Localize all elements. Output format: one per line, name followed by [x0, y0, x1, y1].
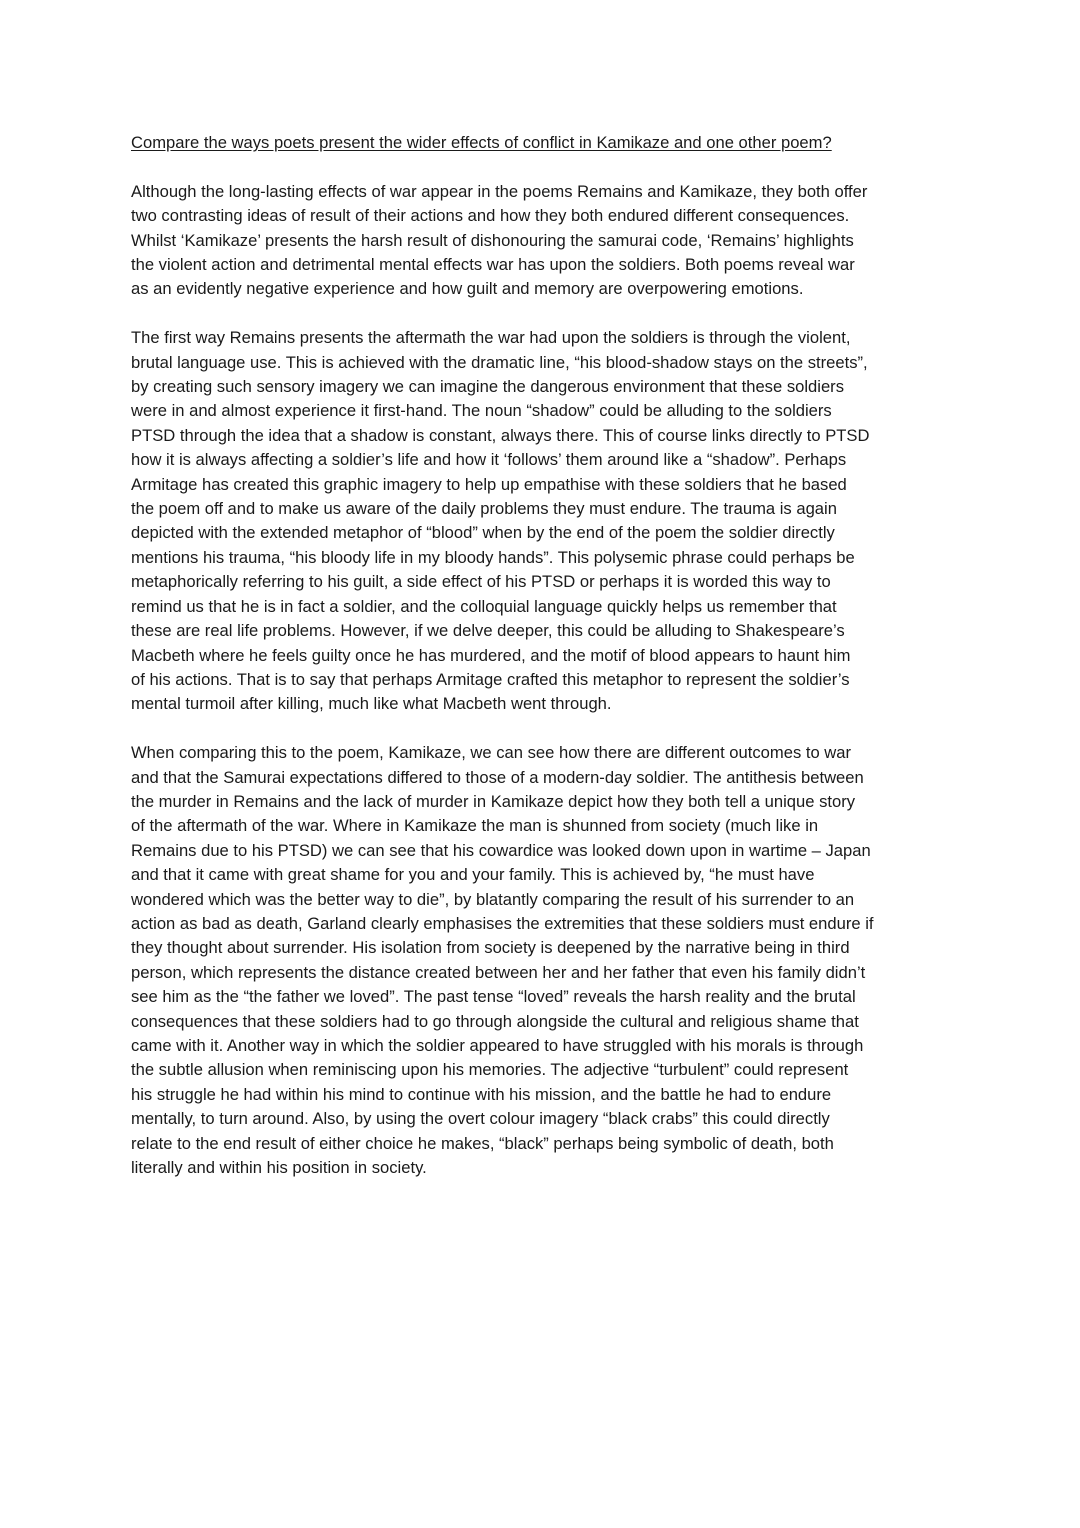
text-line: Although the long-lasting effects of war appear in the poems Remains and Kamikaze, they both offer: [131, 181, 868, 201]
text-line: Whilst ‘Kamikaze’ presents the harsh result of dishonouring the samurai code, ‘Remains’ highlights: [131, 230, 854, 250]
text-line: Remains due to his PTSD) we can see that his cowardice was looked down upon in wartime – Japan: [131, 840, 871, 860]
text-line: action as bad as death, Garland clearly emphasises the extremities that these soldiers must endure if: [131, 913, 874, 933]
text-line: the subtle allusion when reminiscing upon his memories. The adjective “turbulent” could represent: [131, 1060, 849, 1080]
text-line: consequences that these soldiers had to go through alongside the cultural and religious shame that: [131, 1011, 859, 1031]
text-line: mentions his trauma, “his bloody life in my bloody hands”. This polysemic phrase could perhaps be: [131, 547, 855, 567]
text-line: PTSD through the idea that a shadow is constant, always there. This of course links directly to PTSD: [131, 425, 870, 445]
text-line: by creating such sensory imagery we can imagine the dangerous environment that these soldiers: [131, 377, 844, 397]
text-line: the murder in Remains and the lack of murder in Kamikaze depict how they both tell a unique story: [131, 791, 856, 811]
text-line: brutal language use. This is achieved with the dramatic line, “his blood-shadow stays on the streets”,: [131, 352, 868, 372]
text-line: literally and within his position in society.: [131, 1158, 427, 1178]
text-line: of his actions. That is to say that perhaps Armitage crafted this metaphor to represent the soldier’s: [131, 669, 850, 689]
text-line: these are real life problems. However, if we delve deeper, this could be alluding to Shakespeare’s: [131, 621, 845, 641]
text-line: remind us that he is in fact a soldier, and the colloquial language quickly helps us remember that: [131, 596, 837, 616]
text-line: how it is always affecting a soldier’s life and how it ‘follows’ them around like a “shadow”. Perhaps: [131, 450, 847, 470]
text-line: and that the Samurai expectations differed to those of a modern-day soldier. The antithesis between: [131, 767, 864, 787]
document-body: [131, 131, 953, 1205]
text-line: metaphorically referring to his guilt, a side effect of his PTSD or perhaps it is worded this way to: [131, 572, 831, 592]
text-line: and that it came with great shame for you and your family. This is achieved by, “he must have: [131, 865, 815, 885]
text-line: two contrasting ideas of result of their actions and how they both endured different consequences.: [131, 206, 850, 226]
text-line: mental turmoil after killing, much like what Macbeth went through.: [131, 694, 612, 714]
paragraph-introduction: [131, 180, 953, 302]
text-line: mentally, to turn around. Also, by using the overt colour imagery “black crabs” this could directly: [131, 1109, 830, 1129]
paragraph-kamikaze: [131, 741, 953, 1180]
paragraph-remains: [131, 326, 953, 717]
text-line: came with it. Another way in which the soldier appeared to have struggled with his morals is through: [131, 1035, 864, 1055]
text-line: person, which represents the distance created between her and her father that even his family didn’t: [131, 962, 866, 982]
text-line: the poem off and to make us aware of the daily problems they must endure. The trauma is again: [131, 499, 837, 519]
text-line: the violent action and detrimental mental effects war has upon the soldiers. Both poems reveal war: [131, 255, 855, 275]
essay-question-title: Compare the ways poets present the wider effects of conflict in Kamikaze and one other poem?: [131, 133, 832, 152]
text-line: relate to the end result of either choice he makes, “black” perhaps being symbolic of death, both: [131, 1133, 834, 1153]
text-line: they thought about surrender. His isolation from society is deepened by the narrative being in third: [131, 938, 850, 958]
text-line: his struggle he had within his mind to continue with his mission, and the battle he had to endure: [131, 1084, 832, 1104]
text-line: Macbeth where he feels guilty once he has murdered, and the motif of blood appears to haunt him: [131, 645, 851, 665]
text-line: When comparing this to the poem, Kamikaze, we can see how there are different outcomes to war: [131, 743, 852, 763]
text-line: The first way Remains presents the aftermath the war had upon the soldiers is through the violent,: [131, 328, 851, 348]
text-line: of the aftermath of the war. Where in Kamikaze the man is shunned from society (much like in: [131, 816, 819, 836]
text-line: were in and almost experience it first-hand. The noun “shadow” could be alluding to the soldiers: [131, 401, 832, 421]
text-line: wondered which was the better way to die”, by blatantly comparing the result of his surrender to an: [131, 889, 855, 909]
text-line: see him as the “the father we loved”. The past tense “loved” reveals the harsh reality and the brutal: [131, 987, 856, 1007]
text-line: Armitage has created this graphic imagery to help up empathise with these soldiers that he based: [131, 474, 847, 494]
text-line: as an evidently negative experience and how guilt and memory are overpowering emotions.: [131, 279, 804, 299]
text-line: depicted with the extended metaphor of “blood” when by the end of the poem the soldier directly: [131, 523, 835, 543]
